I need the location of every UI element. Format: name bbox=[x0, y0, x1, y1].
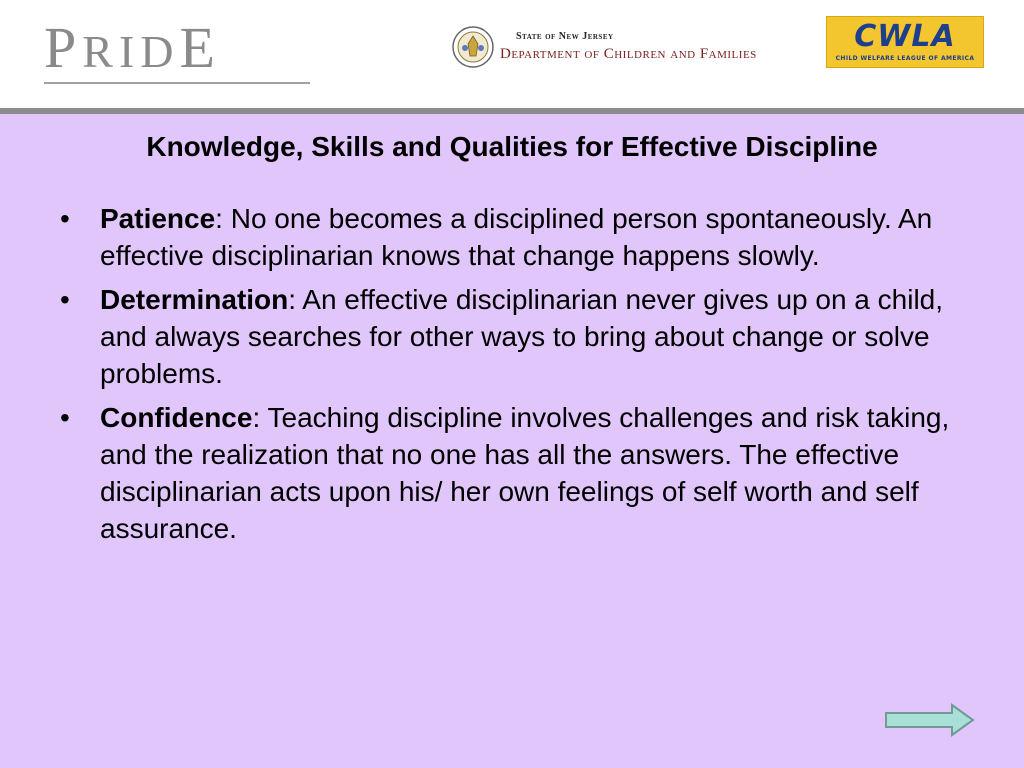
bullet-term: Patience bbox=[100, 203, 216, 234]
cwla-logo bbox=[826, 16, 984, 68]
slide-title: Knowledge, Skills and Qualities for Effective Discipline bbox=[146, 131, 878, 162]
pride-logo-underline bbox=[44, 82, 310, 84]
pride-logo-first-letter: P bbox=[44, 15, 83, 80]
department-label: Department of Children and Families bbox=[500, 46, 757, 62]
bullet-dot: • bbox=[60, 284, 70, 315]
bullet-text: : An effective disciplinarian never gives up on a child, and always searches for other ways to bring about change or solve problems. bbox=[100, 284, 944, 389]
slide-content bbox=[0, 114, 1024, 768]
slide-header bbox=[0, 0, 1024, 108]
bullet-text: : Teaching discipline involves challenges and risk taking, and the realization that no one has all the answers. The effective disciplinarian acts upon his/ her own feelings of self worth and self assurance. bbox=[100, 402, 950, 544]
pride-logo-last-letter: E bbox=[179, 15, 221, 80]
state-label: State of New Jersey bbox=[516, 31, 614, 42]
pride-logo-middle: RID bbox=[82, 26, 180, 77]
bullet-text: : No one becomes a disciplined person spontaneously. An effective disciplinarian knows that change happens slowly. bbox=[100, 203, 933, 271]
bullet-term: Confidence bbox=[100, 402, 253, 433]
pride-logo bbox=[44, 15, 221, 82]
nj-state-seal-icon bbox=[452, 26, 494, 68]
bullet-item-patience bbox=[58, 200, 958, 274]
bullet-item-determination bbox=[58, 281, 958, 392]
bullet-dot: • bbox=[60, 402, 70, 433]
bullet-term: Determination bbox=[100, 284, 289, 315]
right-arrow-icon[interactable] bbox=[884, 702, 976, 738]
bullet-list bbox=[58, 200, 958, 554]
bullet-dot: • bbox=[60, 203, 70, 234]
dcf-logo bbox=[500, 30, 820, 64]
cwla-logo-text: CWLA bbox=[854, 19, 956, 54]
bullet-item-confidence bbox=[58, 399, 958, 547]
cwla-logo-subtitle: CHILD WELFARE LEAGUE OF AMERICA bbox=[835, 55, 975, 62]
